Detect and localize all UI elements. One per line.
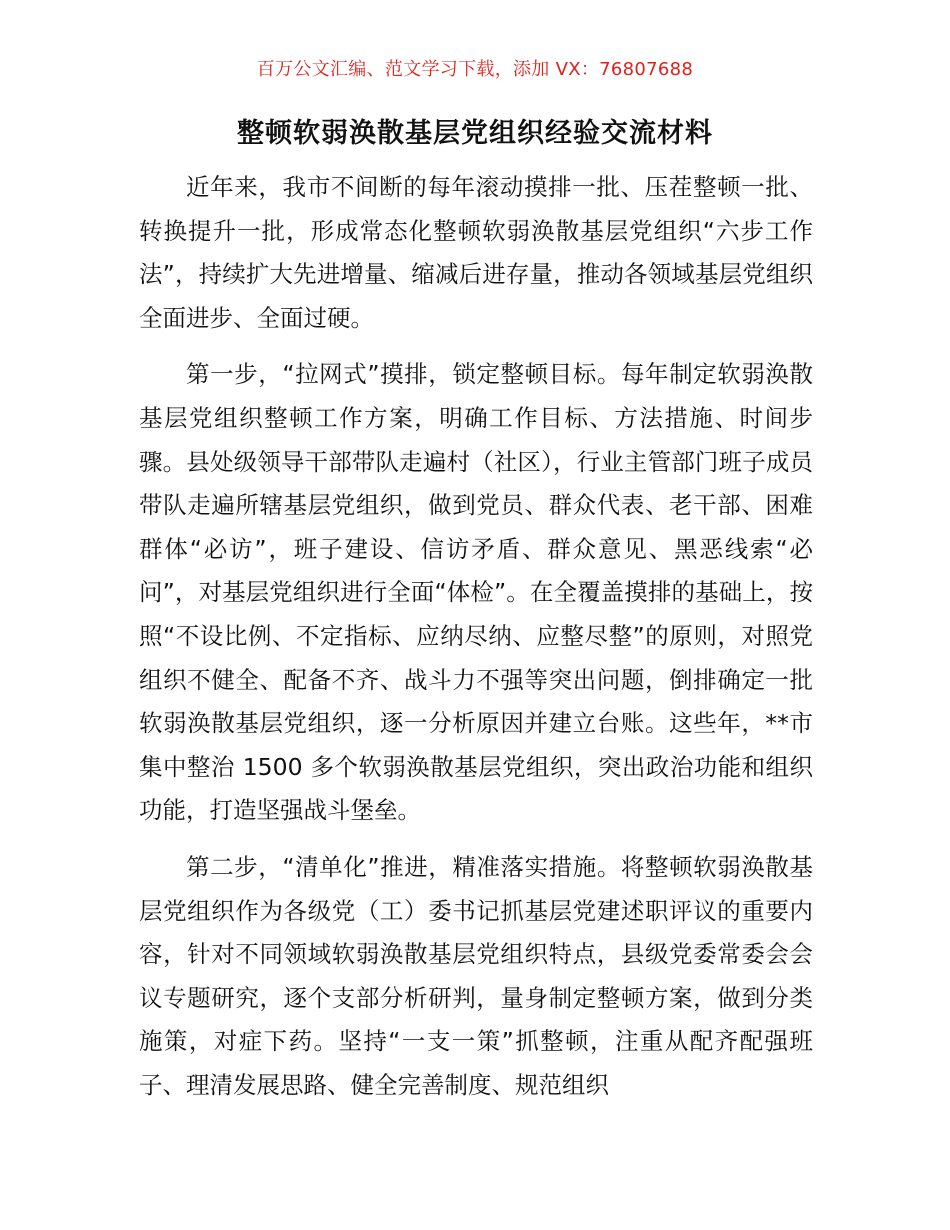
header-watermark-note: 百万公文汇编、范文学习下载，添加 VX：76807688 — [256, 59, 694, 80]
document-body — [139, 166, 813, 1120]
paragraph-step-one: 第一步，“拉网式”摸排，锁定整顿目标。每年制定软弱涣散基层党组织整顿工作方案，明确工作目标、方法措施、时间步骤。县处级领导干部带队走遍村（社区），行业主管部门班子成员带队走遍所辖基层党组织，做到党员、群众代表、老干部、困难群体“必访”，班子建设、信访矛盾、群众意见、黑恶线索“必问”，对基层党组织进行全面“体检”。在全覆盖摸排的基础上，按照“不设比例、不定指标、应纳尽纳、应整尽整”的原则，对照党组织不健全、配备不齐、战斗力不强等突出问题，倒排确定一批软弱涣散基层党组织，逐一分析原因并建立台账。这些年，**市集中整治 1500 多个软弱涣散基层党组织，突出政治功能和组织功能，打造坚强战斗堡垒。 — [139, 360, 813, 825]
paragraph-intro: 近年来，我市不间断的每年滚动摸排一批、压茬整顿一批、转换提升一批，形成常态化整顿软弱涣散基层党组织“六步工作法”，持续扩大先进增量、缩减后进存量，推动各领域基层党组织全面进步、全面过硬。 — [139, 173, 813, 332]
document-title: 整顿软弱涣散基层党组织经验交流材料 — [237, 118, 713, 149]
paragraph-step-two: 第二步，“清单化”推进，精准落实措施。将整顿软弱涣散基层党组织作为各级党（工）委书记抓基层党建述职评议的重要内容，针对不同领域软弱涣散基层党组织特点，县级党委常委会会议专题研究，逐个支部分析研判，量身制定整顿方案，做到分类施策，对症下药。坚持“一支一策”抓整顿，注重从配齐配强班子、理清发展思路、健全完善制度、规范组织 — [139, 852, 813, 1099]
